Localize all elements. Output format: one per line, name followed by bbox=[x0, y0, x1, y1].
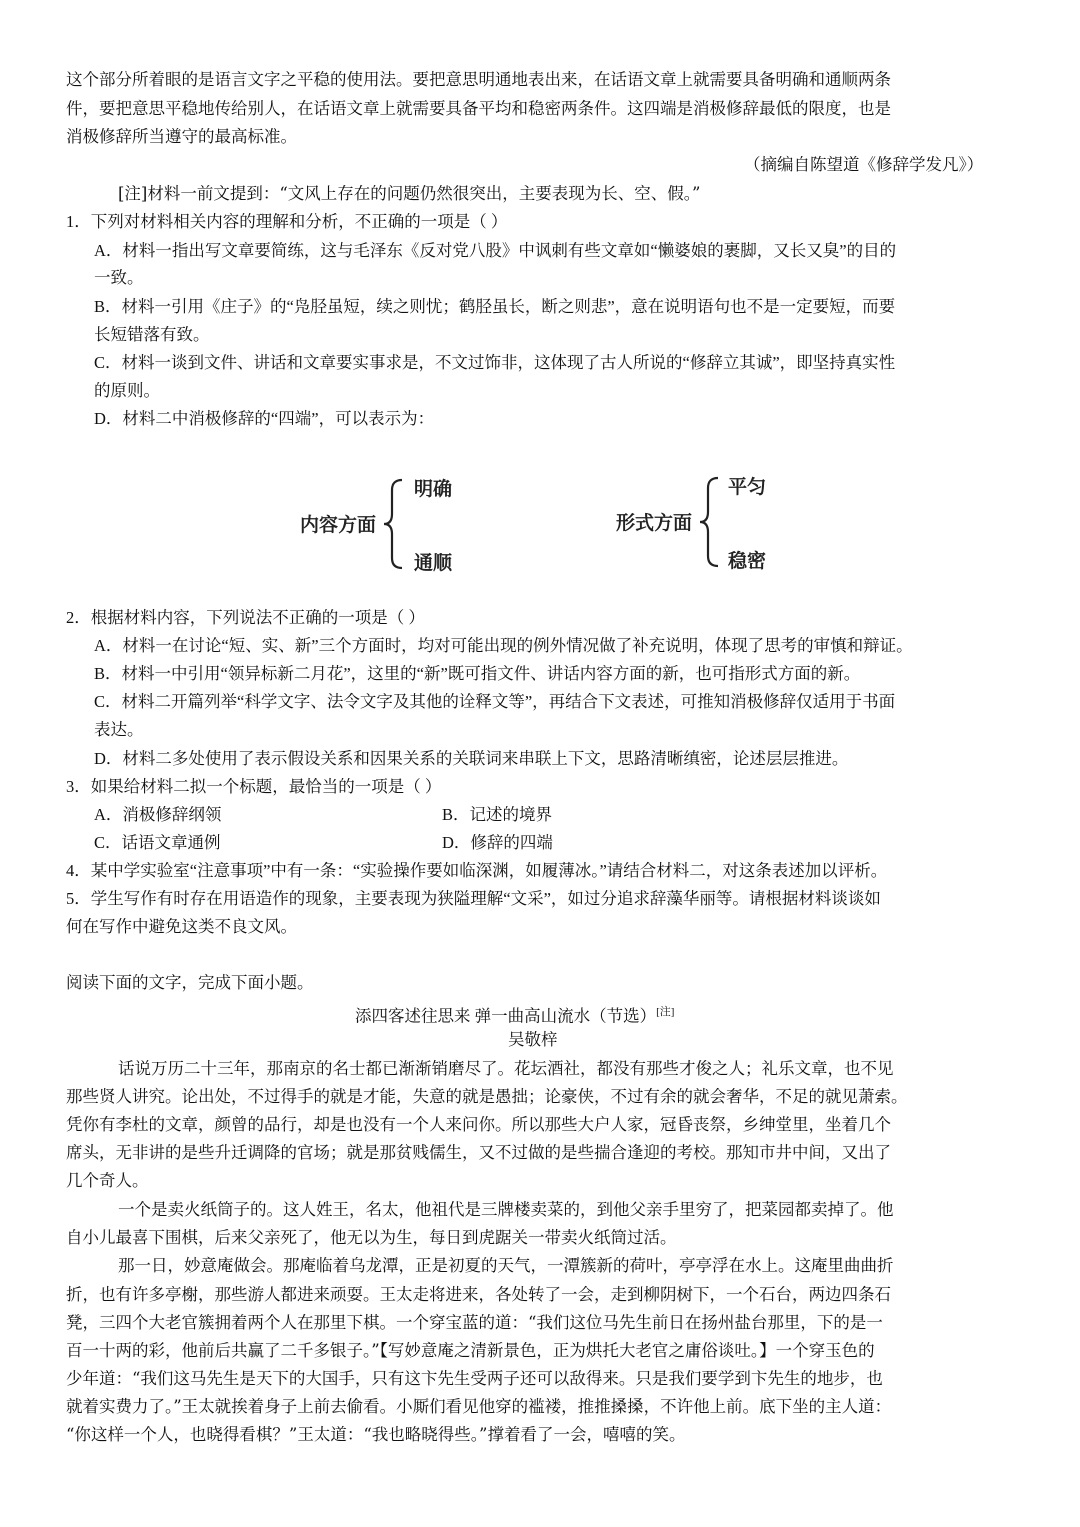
passage-line-5: 几个奇人。 bbox=[66, 1171, 149, 1190]
right-brace-icon bbox=[698, 474, 722, 570]
q1-option-b-line2: 长短错落有致。 bbox=[94, 325, 210, 344]
passage-author: 吴敬梓 bbox=[508, 1030, 558, 1049]
q3-stem: 3．如果给材料二拟一个标题，最恰当的一项是（ ） bbox=[66, 777, 442, 796]
intro-line-2: 件，要把意思平稳地传给别人，在话语文章上就需要具备平均和稳密两条件。这四端是消极修辞最低的限度，也是 bbox=[66, 99, 891, 118]
diagram-wenmi: 稳密 bbox=[728, 550, 767, 572]
diagram-pingyun: 平匀 bbox=[728, 476, 767, 498]
four-aspects-diagram bbox=[280, 462, 820, 582]
footnote: [注]材料一前文提到：“文风上存在的问题仍然很突出，主要表现为长、空、假。” bbox=[118, 184, 701, 203]
q1-option-d: D．材料二中消极修辞的“四端”，可以表示为： bbox=[94, 409, 435, 428]
q2-option-a: A．材料一在讨论“短、实、新”三个方面时，均对可能出现的例外情况做了补充说明，体现了思考的审慎和辩证。 bbox=[94, 636, 913, 655]
passage-line-6: 一个是卖火纸筒子的。这人姓王，名太，他祖代是三牌楼卖菜的，到他父亲手里穷了，把菜园都卖掉了。他 bbox=[118, 1200, 894, 1219]
q1-option-a-line1: A．材料一指出写文章要简练，这与毛泽东《反对党八股》中讽刺有些文章如“懒婆娘的裹脚，又长又臭”的目的 bbox=[94, 241, 897, 260]
q2-option-b: B．材料一中引用“领异标新二月花”，这里的“新”既可指文件、讲话内容方面的新，也可指形式方面的新。 bbox=[94, 664, 861, 683]
q1-option-a-line2: 一致。 bbox=[94, 268, 144, 287]
q2-option-c-line2: 表达。 bbox=[94, 720, 144, 739]
passage-line-3: 凭你有李杜的文章，颜曾的品行，却是也没有一个人来问你。所以那些大户人家，冠昏丧祭，乡绅堂里，坐着几个 bbox=[66, 1115, 891, 1134]
q1-option-c-line2: 的原则。 bbox=[94, 381, 160, 400]
passage-title-text: 添四客述往思来 弹一曲高山流水（节选） bbox=[355, 1006, 657, 1026]
passage-line-12: 少年道：“我们这马先生是天下的大国手，只有这卞先生受两子还可以敌得来。只是我们要学到卞先生的地步，也 bbox=[66, 1369, 883, 1388]
diagram-content-aspect: 内容方面 bbox=[300, 514, 377, 536]
q5-line1: 5．学生写作有时存在用语造作的现象，主要表现为狭隘理解“文采”，如过分追求辞藻华丽等。请根据材料谈谈如 bbox=[66, 889, 881, 908]
passage-line-9: 折，也有许多亭榭，那些游人都进来顽耍。王太走将进来，各处转了一会，走到柳阴树下，一个石台，两边四条石 bbox=[66, 1285, 891, 1304]
q3-option-b: B．记述的境界 bbox=[442, 805, 553, 824]
passage-line-2: 那些贤人讲究。论出处，不过得手的就是才能，失意的就是愚拙；论豪侠，不过有余的就会奢华，不足的就见萧索。 bbox=[66, 1087, 908, 1106]
q3-option-d: D．修辞的四端 bbox=[442, 833, 553, 852]
q5-line2: 何在写作中避免这类不良文风。 bbox=[66, 917, 297, 936]
passage-line-8: 那一日，妙意庵做会。那庵临着乌龙潭，正是初夏的天气，一潭簇新的荷叶，亭亭浮在水上。这庵里曲曲折 bbox=[118, 1256, 894, 1275]
intro-line-3: 消极修辞所当遵守的最高标准。 bbox=[66, 127, 297, 146]
q1-stem: 1．下列对材料相关内容的理解和分析，不正确的一项是（ ） bbox=[66, 212, 508, 231]
diagram-tongshun: 通顺 bbox=[414, 552, 453, 574]
diagram-mingque: 明确 bbox=[414, 478, 453, 500]
q1-option-c-line1: C．材料一谈到文件、讲话和文章要实事求是，不文过饰非，这体现了古人所说的“修辞立其诚”，即坚持真实性 bbox=[94, 353, 896, 372]
passage-line-4: 席头，无非讲的是些升迁调降的官场；就是那贫贱儒生，又不过做的是些揣合逢迎的考校。那知市井中间，又出了 bbox=[66, 1143, 891, 1162]
q1-option-b-line1: B．材料一引用《庄子》的“凫胫虽短，续之则忧；鹤胫虽长，断之则悲”，意在说明语句也不是一定要短，而要 bbox=[94, 297, 896, 316]
passage-line-7: 自小儿最喜下围棋，后来父亲死了，他无以为生，每日到虎踞关一带卖火纸筒过活。 bbox=[66, 1228, 677, 1247]
q2-option-d: D．材料二多处使用了表示假设关系和因果关系的关联词来串联上下文，思路清晰缜密，论述层层推进。 bbox=[94, 749, 849, 768]
left-brace-icon bbox=[382, 476, 406, 572]
passage-title-note-mark: [注] bbox=[656, 1006, 675, 1018]
q2-option-c-line1: C．材料二开篇列举“科学文字、法令文字及其他的诠释文等”，再结合下文表述，可推知消极修辞仅适用于书面 bbox=[94, 692, 896, 711]
q3-option-c: C．话语文章通例 bbox=[94, 833, 221, 852]
source-citation: （摘编自陈望道《修辞学发凡》） bbox=[744, 155, 984, 174]
passage-line-14: “你这样一个人，也晓得看棋？”王太道：“我也略晓得些。”撑着看了一会，嘻嘻的笑。 bbox=[66, 1425, 686, 1444]
reading-instruction: 阅读下面的文字，完成下面小题。 bbox=[66, 973, 314, 992]
q4: 4．某中学实验室“注意事项”中有一条：“实验操作要如临深渊，如履薄冰。”请结合材料二，对这条表述加以评析。 bbox=[66, 861, 888, 880]
passage-title bbox=[355, 1001, 674, 1028]
passage-line-13: 就着实费力了。”王太就挨着身子上前去偷看。小厮们看见他穿的褴褛，推推搡搡，不许他上前。底下坐的主人道： bbox=[66, 1397, 892, 1416]
intro-line-1: 这个部分所着眼的是语言文字之平稳的使用法。要把意思明通地表出来，在话语文章上就需要具备明确和通顺两条 bbox=[66, 70, 891, 89]
q2-stem: 2．根据材料内容，下列说法不正确的一项是（ ） bbox=[66, 608, 425, 627]
passage-line-10: 凳，三四个大老官簇拥着两个人在那里下棋。一个穿宝蓝的道：“我们这位马先生前日在扬州盐台那里，下的是一 bbox=[66, 1313, 883, 1332]
q3-option-a: A．消极修辞纲领 bbox=[94, 805, 222, 824]
diagram-form-aspect: 形式方面 bbox=[616, 512, 693, 534]
passage-line-11: 百一十两的彩，他前后共赢了二千多银子。”【写妙意庵之清新景色，正为烘托大老官之庸俗谈吐。】一个穿玉色的 bbox=[66, 1341, 875, 1360]
passage-line-1: 话说万历二十三年，那南京的名士都已渐渐销磨尽了。花坛酒社，都没有那些才俊之人；礼乐文章，也不见 bbox=[118, 1059, 894, 1078]
